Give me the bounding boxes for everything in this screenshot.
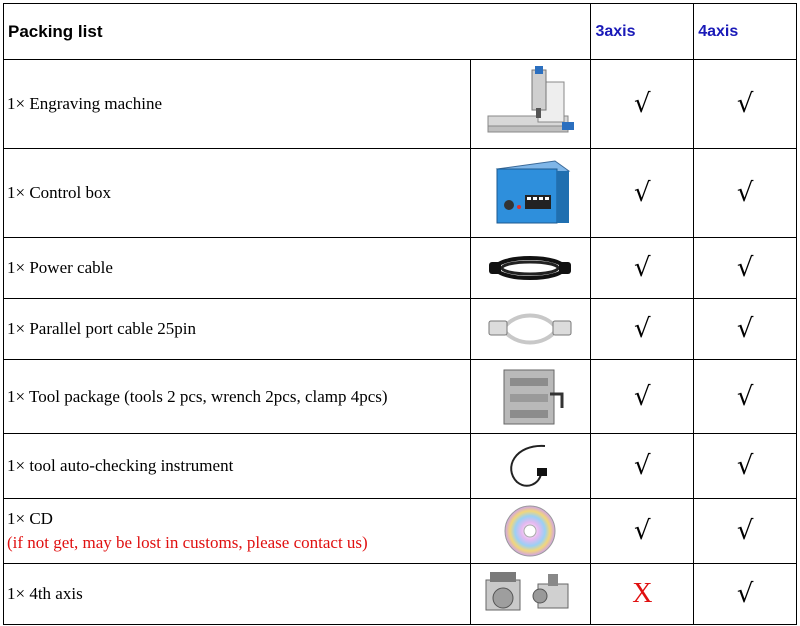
customs-note: (if not get, may be lost in customs, please contact us) xyxy=(7,533,368,552)
table-row xyxy=(4,499,797,564)
packing-list-table xyxy=(3,3,797,625)
check-4axis: √ xyxy=(694,149,797,238)
item-label: 1× Parallel port cable 25pin xyxy=(4,299,471,360)
header-row xyxy=(4,4,797,60)
item-label: 1× 4th axis xyxy=(4,564,471,625)
table-row xyxy=(4,434,797,499)
engraving-machine-image xyxy=(470,60,591,149)
parallel-cable-image xyxy=(470,299,591,360)
check-3axis: √ xyxy=(591,149,694,238)
item-label: 1× Control box xyxy=(4,149,471,238)
table-row xyxy=(4,238,797,299)
auto-checking-instrument-image xyxy=(470,434,591,499)
control-box-image xyxy=(470,149,591,238)
table-row xyxy=(4,360,797,434)
check-3axis: √ xyxy=(591,434,694,499)
item-label-cd: 1× CD xyxy=(7,509,53,528)
item-label: 1× Tool package (tools 2 pcs, wrench 2pcs, clamp 4pcs) xyxy=(4,360,471,434)
check-4axis: √ xyxy=(694,499,797,564)
check-4axis: √ xyxy=(694,434,797,499)
check-4axis: √ xyxy=(694,238,797,299)
check-3axis: √ xyxy=(591,238,694,299)
tool-package-image xyxy=(470,360,591,434)
packing-list-title: Packing list xyxy=(4,4,591,60)
check-3axis: √ xyxy=(591,299,694,360)
table-row xyxy=(4,299,797,360)
cross-3axis: X xyxy=(591,564,694,625)
column-header-4axis: 4axis xyxy=(694,4,797,60)
item-label xyxy=(4,499,471,564)
cd-image xyxy=(470,499,591,564)
check-4axis: √ xyxy=(694,564,797,625)
check-4axis: √ xyxy=(694,299,797,360)
check-4axis: √ xyxy=(694,360,797,434)
item-label: 1× Engraving machine xyxy=(4,60,471,149)
check-3axis: √ xyxy=(591,60,694,149)
check-4axis: √ xyxy=(694,60,797,149)
table-row xyxy=(4,564,797,625)
check-3axis: √ xyxy=(591,499,694,564)
table-row xyxy=(4,149,797,238)
table-row xyxy=(4,60,797,149)
item-label: 1× Power cable xyxy=(4,238,471,299)
power-cable-image xyxy=(470,238,591,299)
item-label: 1× tool auto-checking instrument xyxy=(4,434,471,499)
column-header-3axis: 3axis xyxy=(591,4,694,60)
check-3axis: √ xyxy=(591,360,694,434)
fourth-axis-image xyxy=(470,564,591,625)
